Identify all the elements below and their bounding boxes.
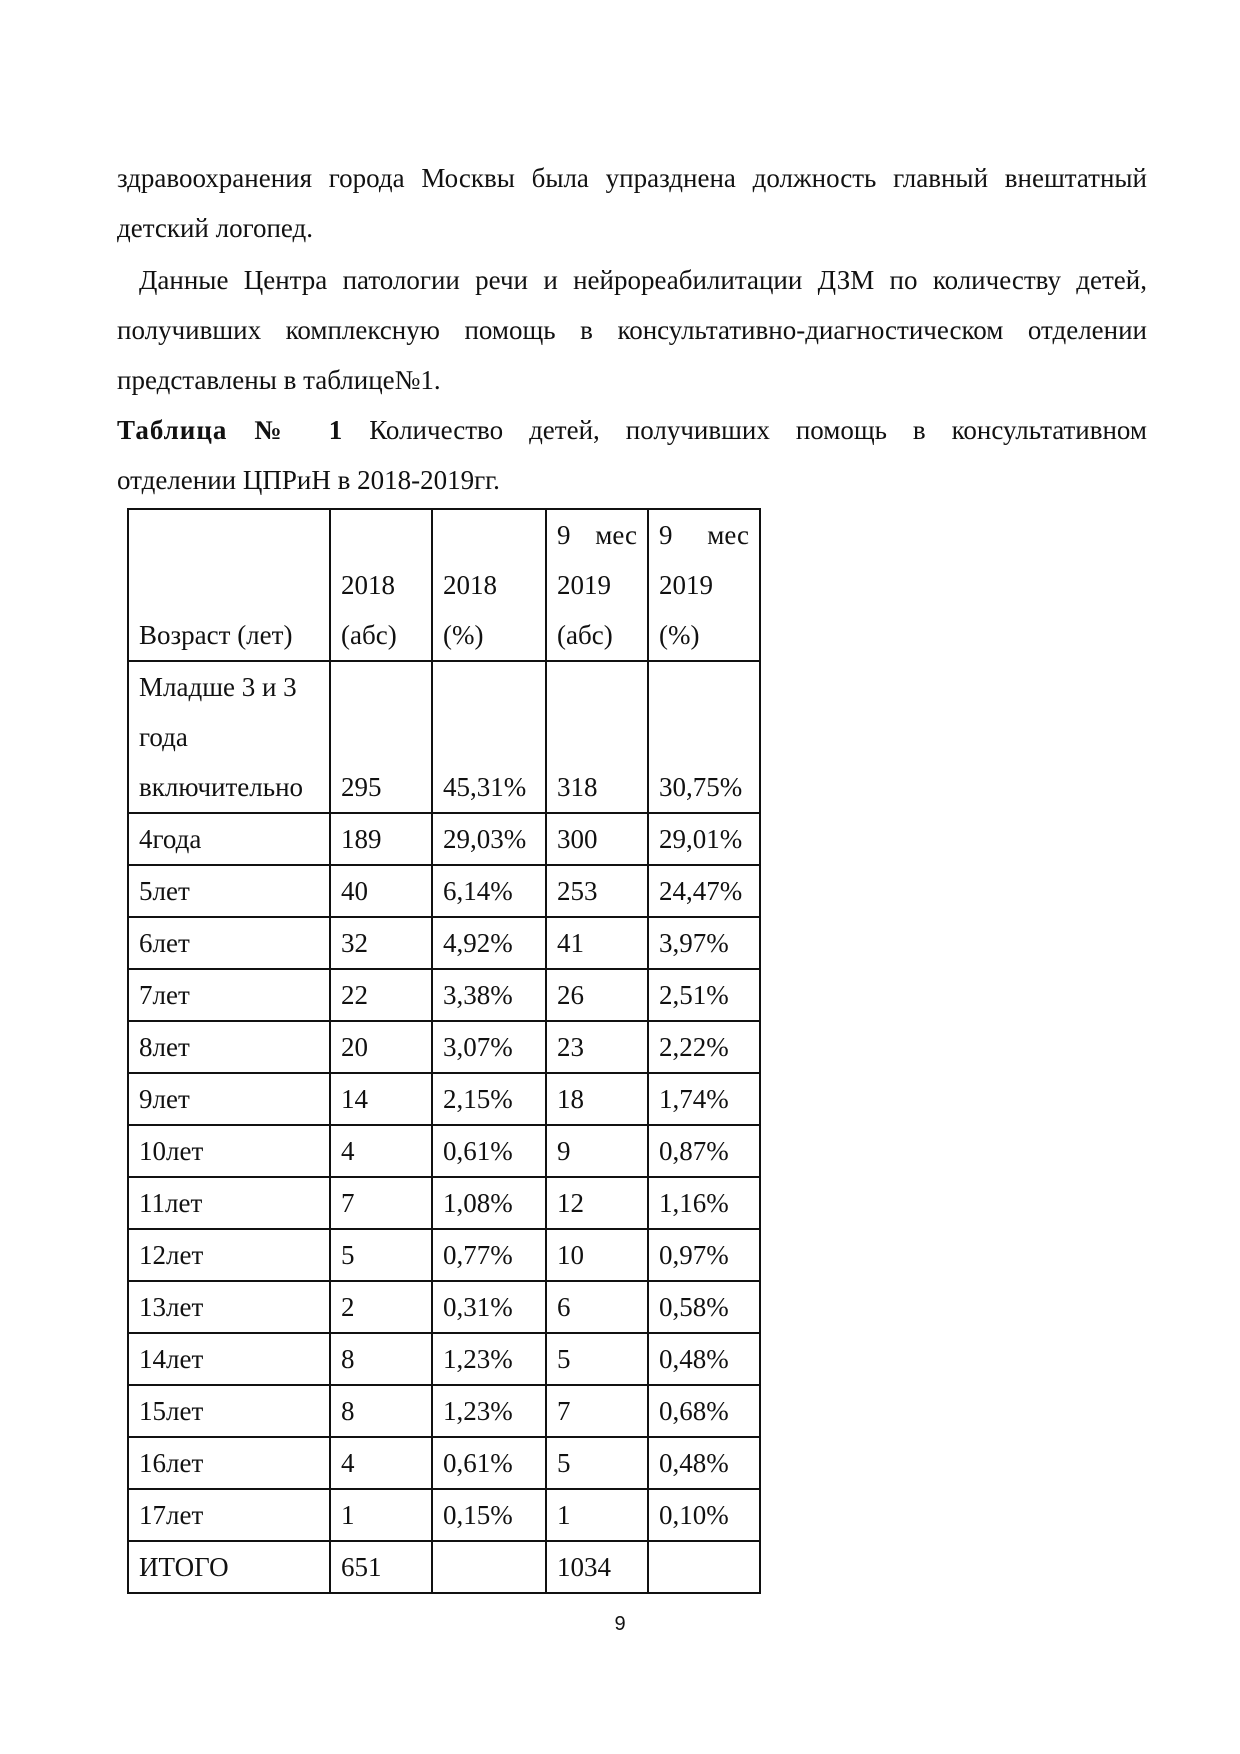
table-row-total <box>128 1541 760 1593</box>
cell-pct-2019: 0,87% <box>648 1125 760 1177</box>
table-row <box>128 1489 760 1541</box>
cell-abs-2019: 253 <box>546 865 648 917</box>
cell-abs-2018: 14 <box>330 1073 432 1125</box>
table-row <box>128 969 760 1021</box>
table-row <box>128 1021 760 1073</box>
table-row <box>128 1073 760 1125</box>
cell-abs-2019: 1 <box>546 1489 648 1541</box>
table-row <box>128 1177 760 1229</box>
cell-age: 5лет <box>128 865 330 917</box>
cell-abs-2018: 7 <box>330 1177 432 1229</box>
cell-pct-2019: 2,22% <box>648 1021 760 1073</box>
cell-pct-2019: 2,51% <box>648 969 760 1021</box>
cell-abs-2019: 300 <box>546 813 648 865</box>
cell-pct-2019: 0,68% <box>648 1385 760 1437</box>
cell-pct-2018: 4,92% <box>432 917 546 969</box>
cell-pct-2018 <box>432 1541 546 1593</box>
header-pct-2019-year: 2019 <box>659 570 713 600</box>
header-abs-2019-period <box>557 510 647 560</box>
cell-abs-2018: 40 <box>330 865 432 917</box>
header-pct-2019-period-unit: мес <box>707 520 749 550</box>
cell-age-line-2: года <box>139 722 188 752</box>
cell-abs-2019: 6 <box>546 1281 648 1333</box>
cell-pct-2019: 30,75% <box>648 661 760 813</box>
paragraph-2-line-1: Данные Центра патологии речи и нейрореабилитации ДЗМ по количеству детей, <box>139 265 1147 295</box>
cell-pct-2018: 0,61% <box>432 1125 546 1177</box>
table-row <box>128 1385 760 1437</box>
cell-abs-2018: 8 <box>330 1333 432 1385</box>
cell-pct-2018: 0,77% <box>432 1229 546 1281</box>
cell-pct-2019: 0,10% <box>648 1489 760 1541</box>
cell-abs-2019: 5 <box>546 1333 648 1385</box>
header-age-label: Возраст (лет) <box>139 620 293 650</box>
cell-age-line-3: включительно <box>139 772 304 802</box>
cell-abs-2019: 12 <box>546 1177 648 1229</box>
paragraph-2-line-2: получивших комплексную помощь в консультативно-диагностическом отделении <box>117 315 1147 345</box>
cell-abs-2019: 18 <box>546 1073 648 1125</box>
paragraph-1-line-1: здравоохранения города Москвы была упразднена должность главный внештатный <box>117 163 1147 193</box>
table-caption-title: Количество детей, получивших помощь в консультативном <box>369 415 1147 445</box>
cell-abs-2019: 9 <box>546 1125 648 1177</box>
header-age <box>128 509 330 661</box>
cell-abs-2019: 23 <box>546 1021 648 1073</box>
header-pct-2018-unit: (%) <box>443 620 484 650</box>
header-abs-2019 <box>546 509 648 661</box>
cell-age: 13лет <box>128 1281 330 1333</box>
header-pct-2019-period <box>659 510 759 560</box>
header-pct-2019-period-number: 9 <box>659 520 673 550</box>
cell-pct-2019: 24,47% <box>648 865 760 917</box>
cell-age-line-1: Младше 3 и 3 <box>139 672 297 702</box>
cell-abs-2018: 2 <box>330 1281 432 1333</box>
table-caption-line-2: отделении ЦПРиН в 2018-2019гг. <box>117 465 500 495</box>
cell-age: 9лет <box>128 1073 330 1125</box>
cell-pct-2018: 0,15% <box>432 1489 546 1541</box>
header-abs-2018-year: 2018 <box>341 570 395 600</box>
table-row <box>128 1437 760 1489</box>
table-row <box>128 1125 760 1177</box>
cell-pct-2018: 1,08% <box>432 1177 546 1229</box>
cell-pct-2019: 1,74% <box>648 1073 760 1125</box>
cell-age: 4года <box>128 813 330 865</box>
cell-age <box>128 661 330 813</box>
cell-pct-2019: 0,97% <box>648 1229 760 1281</box>
cell-pct-2018: 0,31% <box>432 1281 546 1333</box>
cell-abs-2018: 4 <box>330 1437 432 1489</box>
cell-age: 8лет <box>128 1021 330 1073</box>
cell-pct-2019: 29,01% <box>648 813 760 865</box>
cell-abs-2018: 22 <box>330 969 432 1021</box>
cell-pct-2018: 3,07% <box>432 1021 546 1073</box>
cell-pct-2018: 29,03% <box>432 813 546 865</box>
cell-age: 11лет <box>128 1177 330 1229</box>
header-abs-2018 <box>330 509 432 661</box>
cell-pct-2019: 1,16% <box>648 1177 760 1229</box>
header-abs-2019-year: 2019 <box>557 570 611 600</box>
cell-pct-2019: 0,48% <box>648 1437 760 1489</box>
header-abs-2019-period-number: 9 <box>557 520 571 550</box>
cell-age: 12лет <box>128 1229 330 1281</box>
cell-pct-2018: 1,23% <box>432 1333 546 1385</box>
table-row <box>128 1281 760 1333</box>
cell-abs-2018: 32 <box>330 917 432 969</box>
cell-abs-2018: 5 <box>330 1229 432 1281</box>
table-header-row <box>128 509 760 661</box>
table-row <box>128 917 760 969</box>
cell-abs-2018: 8 <box>330 1385 432 1437</box>
table-caption-label: Таблица № 1 <box>117 415 344 445</box>
cell-pct-2018: 45,31% <box>432 661 546 813</box>
table-caption <box>117 405 1147 505</box>
header-pct-2018 <box>432 509 546 661</box>
cell-age: ИТОГО <box>128 1541 330 1593</box>
header-pct-2019 <box>648 509 760 661</box>
cell-age: 16лет <box>128 1437 330 1489</box>
children-count-table <box>127 508 761 1594</box>
cell-abs-2019: 7 <box>546 1385 648 1437</box>
cell-pct-2018: 1,23% <box>432 1385 546 1437</box>
table-row <box>128 1333 760 1385</box>
cell-abs-2019: 41 <box>546 917 648 969</box>
cell-abs-2018: 20 <box>330 1021 432 1073</box>
cell-abs-2018: 4 <box>330 1125 432 1177</box>
cell-pct-2019: 0,58% <box>648 1281 760 1333</box>
cell-abs-2019: 318 <box>546 661 648 813</box>
table-row-under-3 <box>128 661 760 813</box>
table-caption-line-1 <box>117 405 1147 455</box>
page-number: 9 <box>614 1613 626 1635</box>
cell-abs-2019: 10 <box>546 1229 648 1281</box>
paragraph-1 <box>117 153 1147 253</box>
cell-pct-2019 <box>648 1541 760 1593</box>
cell-age: 17лет <box>128 1489 330 1541</box>
cell-abs-2019: 26 <box>546 969 648 1021</box>
table-row <box>128 865 760 917</box>
header-abs-2019-unit: (абс) <box>557 620 613 650</box>
header-abs-2018-unit: (абс) <box>341 620 397 650</box>
cell-pct-2019: 3,97% <box>648 917 760 969</box>
cell-abs-2018: 189 <box>330 813 432 865</box>
header-abs-2019-period-unit: мес <box>595 520 637 550</box>
cell-abs-2018: 1 <box>330 1489 432 1541</box>
cell-abs-2019: 1034 <box>546 1541 648 1593</box>
paragraph-2 <box>117 255 1147 405</box>
cell-pct-2018: 0,61% <box>432 1437 546 1489</box>
header-pct-2019-unit: (%) <box>659 620 700 650</box>
paragraph-2-line-3: представлены в таблице№1. <box>117 365 441 395</box>
cell-age: 7лет <box>128 969 330 1021</box>
cell-pct-2018: 6,14% <box>432 865 546 917</box>
paragraph-1-line-2: детский логопед. <box>117 213 314 243</box>
header-pct-2018-year: 2018 <box>443 570 497 600</box>
cell-abs-2018: 651 <box>330 1541 432 1593</box>
cell-abs-2019: 5 <box>546 1437 648 1489</box>
cell-pct-2018: 3,38% <box>432 969 546 1021</box>
cell-age: 6лет <box>128 917 330 969</box>
cell-pct-2018: 2,15% <box>432 1073 546 1125</box>
table-row <box>128 813 760 865</box>
cell-age: 10лет <box>128 1125 330 1177</box>
cell-pct-2019: 0,48% <box>648 1333 760 1385</box>
table-row <box>128 1229 760 1281</box>
cell-age: 15лет <box>128 1385 330 1437</box>
cell-age: 14лет <box>128 1333 330 1385</box>
cell-abs-2018: 295 <box>330 661 432 813</box>
